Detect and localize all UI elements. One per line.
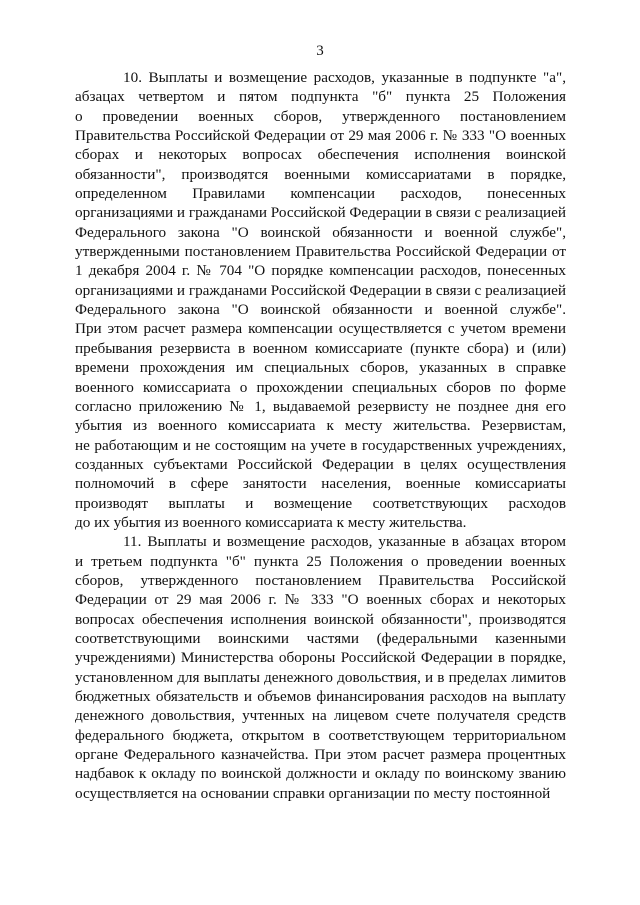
paragraph-11 (75, 532, 566, 803)
text-line: производят выплаты и возмещение соответствующих расходов (75, 494, 566, 512)
text-line: обязанности", производятся военными комиссариатами в порядке, (75, 165, 566, 183)
text-line: утвержденными постановлением Правительства Российской Федерации от (75, 243, 566, 261)
text-line: 11. Выплаты и возмещение расходов, указанные в абзацах втором (123, 533, 566, 551)
text-line: Федерального закона "О воинской обязанности и военной службе", (75, 223, 566, 241)
text-line: Правительства Российской Федерации от 29 мая 2006 г. № 333 "О военных (75, 127, 566, 145)
text-line: не работающим и не состоящим на учете в государственных учреждениях, (75, 436, 566, 454)
text-line: учреждениями) Министерства обороны Российской Федерации в порядке, (75, 649, 566, 667)
text-line: 1 декабря 2004 г. № 704 "О порядке компенсации расходов, понесенных (75, 262, 566, 280)
text-line: бюджетных обязательств и объемов финансирования расходов на выплату (75, 688, 566, 705)
text-line: денежного довольствия, учтенных на лицевом счете получателя средств (75, 707, 566, 725)
text-line: и третьем подпункта "б" пункта 25 Положения о проведении военных (75, 552, 566, 570)
text-line: организациями и гражданами Российской Федерации в связи с реализацией (75, 204, 566, 222)
text-line: соответствующими воинскими частями (федеральными казенными (75, 629, 566, 647)
text-line: Федерации от 29 мая 2006 г. № 333 "О военных сборах и некоторых (75, 591, 566, 609)
document-body (75, 68, 566, 803)
text-line: о проведении военных сборов, утвержденного постановлением (75, 107, 566, 125)
text-line: пребывания резервиста в военном комиссариате (пункте сбора) и (или) (75, 339, 566, 357)
text-line: созданных субъектами Российской Федерации в целях осуществления (75, 455, 566, 473)
text-line: установленном для выплаты денежного довольствия, и в пределах лимитов (75, 668, 566, 686)
text-line: федерального бюджета, открытом в соответствующем территориальном (75, 726, 566, 744)
text-line: согласно приложению № 1, выдаваемой резервисту не позднее дня его (75, 397, 566, 415)
text-line: сборах и некоторых вопросах обеспечения исполнения воинской (75, 146, 566, 164)
text-line: надбавок к окладу по воинской должности и окладу по воинскому званию (75, 765, 566, 783)
text-line: полномочий в сфере занятости населения, военные комиссариаты (75, 475, 566, 493)
text-line: осуществляется на основании справки организации по месту постоянной (75, 784, 551, 802)
text-line: При этом расчет размера компенсации осуществляется с учетом времени (75, 320, 566, 338)
page-number: 3 (316, 43, 324, 59)
text-line: времени прохождения им специальных сборов, указанных в справке (75, 359, 566, 377)
text-line: абзацах четвертом и пятом подпункта "б" пункта 25 Положения (75, 88, 566, 106)
text-line: до их убытия из военного комиссариата к месту жительства. (75, 513, 467, 531)
text-line: военного комиссариата о прохождении специальных сборов по форме (75, 378, 566, 396)
text-line: вопросах обеспечения исполнения воинской обязанности", производятся (75, 610, 566, 628)
text-line: органе Федерального казначейства. При этом расчет размера процентных (75, 746, 566, 764)
paragraph-10 (75, 68, 566, 532)
text-line: организациями и гражданами Российской Федерации в связи с реализацией (75, 281, 566, 299)
text-line: определенном Правилами компенсации расходов, понесенных (75, 185, 566, 203)
text-line: сборов, утвержденного постановлением Правительства Российской (75, 571, 566, 589)
text-line: Федерального закона "О воинской обязанности и военной службе". (75, 301, 566, 319)
text-line: 10. Выплаты и возмещение расходов, указанные в подпункте "а", (123, 69, 566, 86)
text-line: убытия из военного комиссариата к месту жительства. Резервистам, (75, 417, 566, 435)
